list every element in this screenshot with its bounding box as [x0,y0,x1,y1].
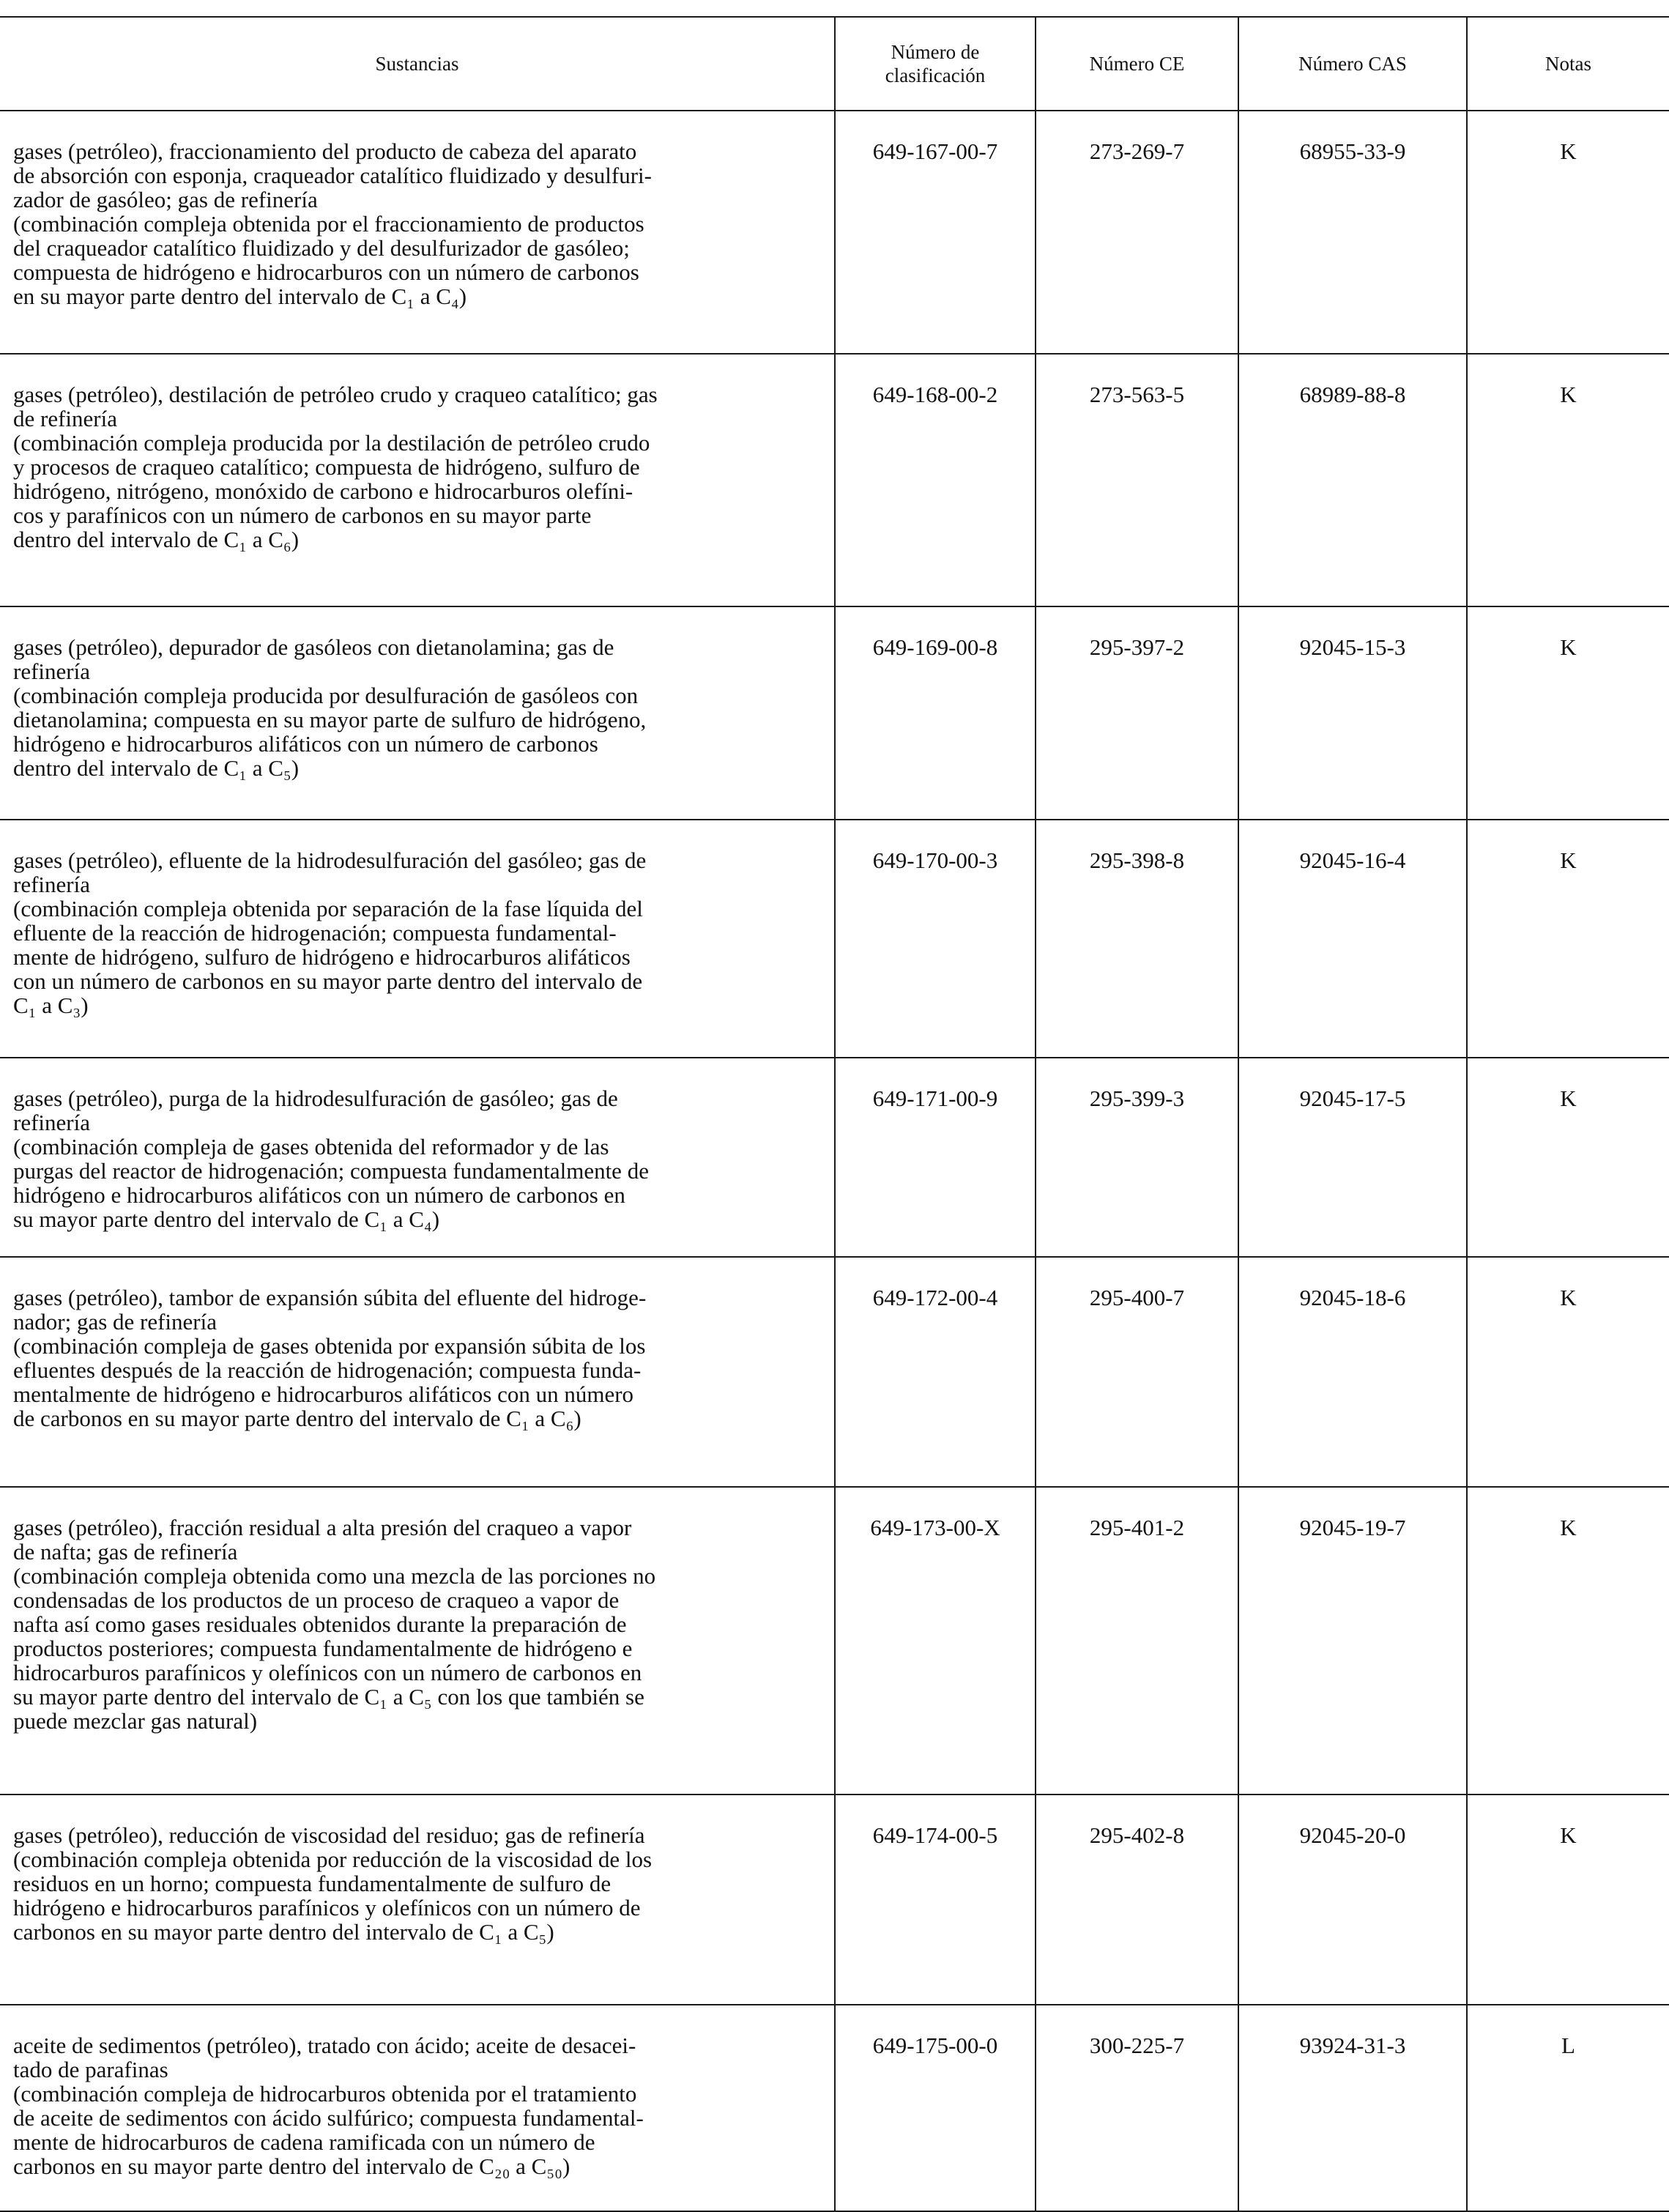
header-substances: Sustancias [0,17,835,111]
substance-text-line: gases (petróleo), fraccionamiento del producto de cabeza del aparato [13,138,637,164]
substance-text-line: dentro del intervalo de C₁ a C₅) [13,755,300,781]
substances-table [0,16,1669,2212]
substance-text-line: gases (petróleo), destilación de petróleo crudo y craqueo catalítico; gas [13,382,658,407]
substance-text-line: y procesos de craqueo catalítico; compuesta de hidrógeno, sulfuro de [13,454,640,480]
substance-text-line: gases (petróleo), tambor de expansión súbita del efluente del hidroge- [13,1285,647,1310]
substance-description [0,1257,835,1487]
substance-text-line: (combinación compleja de gases obtenida del reformador y de las [13,1134,609,1159]
ec-number: 273-269-7 [1036,111,1238,354]
classification-number: 649-167-00-7 [835,111,1036,354]
ec-number: 273-563-5 [1036,354,1238,606]
cas-number: 92045-17-5 [1238,1058,1467,1257]
substance-text-line: productos posteriores; compuesta fundamentalmente de hidrógeno e [13,1636,633,1661]
substance-text-line: gases (petróleo), purga de la hidrodesulfuración de gasóleo; gas de [13,1085,618,1111]
table-row [0,354,1669,606]
substance-text-line: nador; gas de refinería [13,1309,218,1335]
substance-text-line: de carbonos en su mayor parte dentro del intervalo de C₁ a C₆) [13,1406,581,1431]
table-row [0,1058,1669,1257]
substance-text-line: hidrógeno e hidrocarburos alifáticos con un número de carbonos [13,731,598,757]
substance-text-line: (combinación compleja obtenida como una mezcla de las porciones no [13,1563,656,1589]
substance-text-line: (combinación compleja obtenida por el fraccionamiento de productos [13,211,644,237]
table-body [0,111,1669,2211]
header-classification [835,17,1036,111]
substance-text-line: nafta así como gases residuales obtenidos durante la preparación de [13,1611,627,1637]
substance-text-line: compuesta de hidrógeno e hidrocarburos con un número de carbonos [13,259,639,285]
substance-text-line: de aceite de sedimentos con ácido sulfúrico; compuesta fundamental- [13,2105,644,2131]
table-row [0,606,1669,820]
classification-number: 649-171-00-9 [835,1058,1036,1257]
note: K [1467,606,1669,820]
substance-text-line: (combinación compleja obtenida por reducción de la viscosidad de los [13,1847,653,1872]
substance-text-line: gases (petróleo), fracción residual a alta presión del craqueo a vapor [13,1515,632,1540]
classification-number: 649-173-00-X [835,1487,1036,1795]
cas-number: 92045-15-3 [1238,606,1467,820]
ec-number: 300-225-7 [1036,2005,1238,2211]
note: K [1467,111,1669,354]
classification-number: 649-175-00-0 [835,2005,1036,2211]
note: K [1467,1058,1669,1257]
substance-text-line: en su mayor parte dentro del intervalo de C₁ a C₄) [13,283,467,309]
substance-text-line: refinería [13,1110,90,1135]
note: K [1467,354,1669,606]
substance-text-line: (combinación compleja de gases obtenida por expansión súbita de los [13,1333,646,1359]
substance-text-line: refinería [13,872,90,897]
header-notes: Notas [1467,17,1669,111]
classification-number: 649-168-00-2 [835,354,1036,606]
header-ec-number: Número CE [1036,17,1238,111]
substance-text-line: su mayor parte dentro del intervalo de C₁ a C₅ con los que también se [13,1684,644,1710]
substance-description [0,820,835,1058]
substance-text-line: zador de gasóleo; gas de refinería [13,187,318,212]
table-row [0,1795,1669,2005]
substance-text-line: efluentes después de la reacción de hidrogenación; compuesta funda- [13,1357,642,1383]
table-row [0,1257,1669,1487]
substance-text-line: hidrógeno, nitrógeno, monóxido de carbono e hidrocarburos olefíni- [13,478,633,504]
substance-text-line: puede mezclar gas natural) [13,1708,258,1734]
ec-number: 295-402-8 [1036,1795,1238,2005]
substance-text-line: mentalmente de hidrógeno e hidrocarburos alifáticos con un número [13,1381,634,1407]
note: K [1467,1487,1669,1795]
classification-number: 649-172-00-4 [835,1257,1036,1487]
note: K [1467,820,1669,1058]
substance-text-line: hidrógeno e hidrocarburos alifáticos con un número de carbonos en [13,1182,625,1208]
substance-description [0,1487,835,1795]
substance-description [0,2005,835,2211]
note: L [1467,2005,1669,2211]
table-row [0,2005,1669,2211]
table-row [0,820,1669,1058]
classification-number: 649-169-00-8 [835,606,1036,820]
ec-number: 295-397-2 [1036,606,1238,820]
substance-text-line: efluente de la reacción de hidrogenación; compuesta fundamental- [13,920,617,946]
substance-description [0,1058,835,1257]
ec-number: 295-401-2 [1036,1487,1238,1795]
cas-number: 68989-88-8 [1238,354,1467,606]
substance-text-line: dietanolamina; compuesta en su mayor parte de sulfuro de hidrógeno, [13,707,647,732]
substance-text-line: cos y parafínicos con un número de carbonos en su mayor parte [13,502,592,528]
document-page [0,16,1669,2212]
cas-number: 92045-16-4 [1238,820,1467,1058]
substance-text-line: gases (petróleo), efluente de la hidrodesulfuración del gasóleo; gas de [13,847,647,873]
substance-text-line: purgas del reactor de hidrogenación; compuesta fundamentalmente de [13,1158,649,1184]
cas-number: 93924-31-3 [1238,2005,1467,2211]
cas-number: 92045-19-7 [1238,1487,1467,1795]
substance-text-line: tado de parafinas [13,2057,168,2082]
substance-text-line: refinería [13,658,90,684]
ec-number: 295-398-8 [1036,820,1238,1058]
header-classification-line2: clasificación [885,64,986,86]
substance-text-line: de nafta; gas de refinería [13,1539,238,1565]
substance-text-line: mente de hidrocarburos de cadena ramificada con un número de [13,2129,595,2155]
substance-text-line: (combinación compleja producida por la destilación de petróleo crudo [13,430,650,456]
substance-text-line: carbonos en su mayor parte dentro del intervalo de C₂₀ a C₅₀) [13,2153,570,2179]
cas-number: 92045-18-6 [1238,1257,1467,1487]
substance-description [0,1795,835,2005]
substance-text-line: del craqueador catalítico fluidizado y del desulfurizador de gasóleo; [13,235,630,261]
substance-text-line: hidrógeno e hidrocarburos parafínicos y olefínicos con un número de [13,1895,641,1920]
substance-text-line: (combinación compleja obtenida por separación de la fase líquida del [13,896,643,921]
header-cas-number: Número CAS [1238,17,1467,111]
substance-text-line: gases (petróleo), depurador de gasóleos con dietanolamina; gas de [13,634,614,660]
substance-text-line: (combinación compleja producida por desulfuración de gasóleos con [13,683,639,708]
classification-number: 649-170-00-3 [835,820,1036,1058]
substance-text-line: aceite de sedimentos (petróleo), tratado con ácido; aceite de desacei- [13,2033,636,2058]
substance-text-line: C₁ a C₃) [13,992,89,1018]
substance-text-line: (combinación compleja de hidrocarburos obtenida por el tratamiento [13,2081,637,2107]
table-row [0,111,1669,354]
substance-text-line: su mayor parte dentro del intervalo de C₁ a C₄) [13,1206,440,1232]
substance-description [0,111,835,354]
substance-text-line: gases (petróleo), reducción de viscosidad del residuo; gas de refinería [13,1822,645,1848]
table-header-row [0,17,1669,111]
substance-text-line: carbonos en su mayor parte dentro del intervalo de C₁ a C₅) [13,1919,554,1945]
note: K [1467,1795,1669,2005]
substance-text-line: condensadas de los productos de un proceso de craqueo a vapor de [13,1587,620,1613]
cas-number: 92045-20-0 [1238,1795,1467,2005]
substance-description [0,606,835,820]
note: K [1467,1257,1669,1487]
ec-number: 295-400-7 [1036,1257,1238,1487]
substance-text-line: de absorción con esponja, craqueador catalítico fluidizado y desulfuri- [13,163,652,188]
header-classification-line1: Número de [891,41,980,63]
ec-number: 295-399-3 [1036,1058,1238,1257]
classification-number: 649-174-00-5 [835,1795,1036,2005]
substance-text-line: residuos en un horno; compuesta fundamentalmente de sulfuro de [13,1871,612,1896]
cas-number: 68955-33-9 [1238,111,1467,354]
substance-text-line: de refinería [13,406,117,431]
substance-description [0,354,835,606]
substance-text-line: hidrocarburos parafínicos y olefínicos con un número de carbonos en [13,1660,642,1685]
substance-text-line: dentro del intervalo de C₁ a C₆) [13,527,300,552]
substance-text-line: mente de hidrógeno, sulfuro de hidrógeno e hidrocarburos alifáticos [13,944,631,970]
substance-text-line: con un número de carbonos en su mayor parte dentro del intervalo de [13,968,643,994]
table-row [0,1487,1669,1795]
